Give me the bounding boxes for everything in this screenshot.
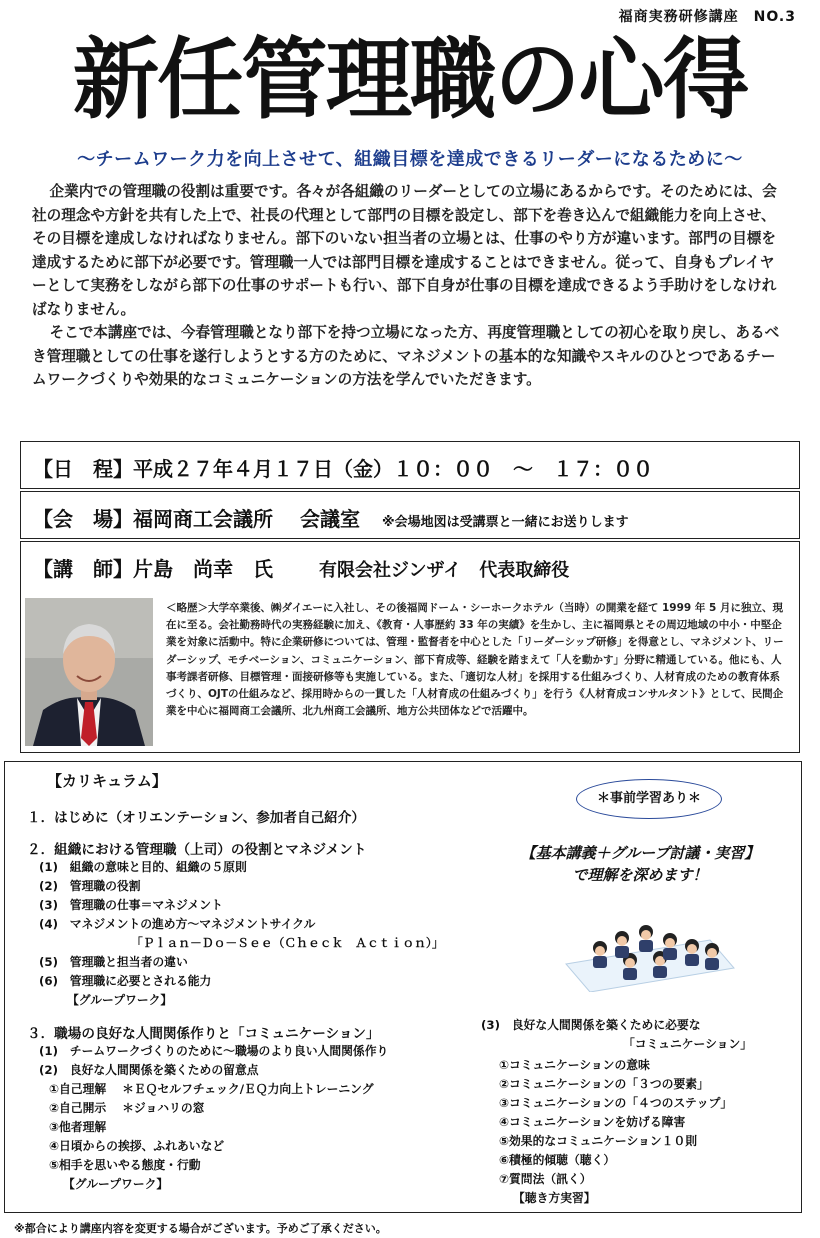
promo-text: [460, 842, 820, 886]
pre-study-badge: ＊事前学習あり＊: [576, 779, 722, 819]
sec3-group-work: 【グループワーク】: [63, 1177, 169, 1191]
promo-line-1: 【基本講義＋グループ討議・実習】: [520, 844, 760, 862]
venue-value: 福岡商工会議所 会議室: [133, 507, 360, 531]
intro-paragraph-1: 企業内での管理職の役割は重要です。各々が各組織のリーダーとしての立場にあるからです。そのためには、会社の理念や方針を共有した上で、社長の代理として部門の目標を設定し、部下を巻き込んで組織能力を向上させ、その目標を達成しなければなりません。部下のいない担当者の立場とは、仕事のやり方が違います。部門の目標を達成するために部下が必要です。管理職一人では部門目標を達成することはできません。従って、自身もプレイヤーとして実務をしながら部下の仕事のサポートも行い、部下自身が仕事の目標を達成できるよう手助けをしなければなりません。: [32, 183, 777, 318]
sec3-item: ③他者理解: [49, 1120, 107, 1134]
promo-line-2: で理解を深めます！: [572, 866, 708, 884]
lecturer-org: 有限会社ジンザイ 代表取締役: [319, 560, 570, 581]
sec3b-title: (3) 良好な人間関係を築くために必要な: [481, 1018, 701, 1032]
lecturer-label: 【講 師】: [33, 557, 133, 581]
lecturer-box: [20, 541, 800, 753]
footer-note: ※都合により講座内容を変更する場合がございます。予めご了承ください。: [14, 1222, 387, 1235]
sec2-item: (4) マネジメントの進め方～マネジメントサイクル: [39, 917, 316, 931]
sec3b-item: ②コミュニケーションの「３つの要素」: [499, 1077, 709, 1091]
sec2-item: (6) 管理職に必要とされる能力: [39, 974, 212, 988]
sec2-group-work: 【グループワーク】: [67, 993, 173, 1007]
sec3-item: (2) 良好な人間関係を築くための留意点: [39, 1063, 259, 1077]
sec2-item: (3) 管理職の仕事＝マネジメント: [39, 898, 223, 912]
sec2-item: 「Ｐｌａｎ－Ｄｏ－Ｓｅｅ（Ｃｈｅｃｋ Ａｃｔｉｏｎ）」: [131, 936, 444, 950]
lecturer-name: 片島 尚幸 氏: [133, 557, 273, 581]
page-title: 新任管理職の心得: [72, 28, 748, 131]
sec3-item: ④日頃からの挨拶、ふれあいなど: [49, 1139, 225, 1153]
lecturer-photo: [25, 598, 153, 746]
sec2-item: (2) 管理職の役割: [39, 879, 141, 893]
venue-label: 【会 場】: [33, 507, 133, 531]
venue-note: ※会場地図は受講票と一緒にお送りします: [381, 515, 629, 530]
schedule-label: 【日 程】: [33, 457, 133, 481]
lecturer-bio: ＜略歴＞大学卒業後、㈱ダイエーに入社し、その後福岡ドーム・シーホークホテル（当時）の開業を経て 1999 年 5 月に独立、現在に至る。会社勤務時代の実務経験に加え、《教育・人事歴約 33 年の実績》を生かし、主に福岡県とその周辺地域の中小・中堅企業を対象に活動中。特に企業研修については、管理・監督者を中心とした「リーダーシップ研修」を得意とし、マネジメント、リーダーシップ、モチベーション、コミュニケーション、部下育成等、経験を踏まえて「人を動かす」分野に精通している。他にも、人事考課者研修、目標管理・面接研修等も実施している。また、「適切な人材」を採用する仕組みづくり、人材育成のための教育体系づくり、OJTの仕組みなど、採用時からの一貫した「人材育成の仕組みづくり」を行う《人材育成コンサルタント》として、民間企業を中心に福岡商工会議所、北九州商工会議所、地方公共団体などで活躍中。: [166, 602, 784, 718]
venue-box: [20, 491, 800, 539]
sec3-item: ①自己理解 ＊ＥＱセルフチェック/ＥＱ力向上トレーニング: [49, 1082, 374, 1096]
schedule-box: [20, 441, 800, 489]
curriculum-section-1: １．はじめに（オリエンテーション、参加者自己紹介）: [27, 810, 365, 826]
intro-text: [32, 180, 788, 392]
schedule-value: 平成２７年４月１７日（金）１０：００ ～ １７：００: [133, 457, 653, 481]
sec3b-item: ④コミュニケーションを妨げる障害: [499, 1115, 686, 1129]
sec3-item: ②自己開示 ＊ジョハリの窓: [49, 1101, 205, 1115]
group-discussion-illustration: [560, 910, 740, 992]
sec3b-item: ⑦質問法（訊く）: [499, 1172, 592, 1186]
curriculum-heading: 【カリキュラム】: [47, 772, 167, 790]
sec3b-listening-practice: 【聴き方実習】: [513, 1191, 596, 1205]
sec2-item: (5) 管理職と担当者の違い: [39, 955, 188, 969]
intro-paragraph-2: そこで本講座では、今春管理職となり部下を持つ立場になった方、再度管理職としての初心を取り戻し、あるべき管理職としての仕事を遂行しようとする方のために、マネジメントの基本的な知識やスキルのひとつであるチームワークづくりや効果的なコミュニケーションの方法を学んでいただきます。: [32, 324, 780, 388]
sec3-item: ⑤相手を思いやる態度・行動: [49, 1158, 201, 1172]
sec2-item: (1) 組織の意味と目的、組織の５原則: [39, 860, 247, 874]
page-subtitle: ～チームワーク力を向上させて、組織目標を達成できるリーダーになるために～: [77, 149, 743, 170]
sec3b-item: ③コミュニケーションの「４つのステップ」: [499, 1096, 733, 1110]
sec3b-item: ①コミュニケーションの意味: [499, 1058, 650, 1072]
curriculum-section-2: ２．組織における管理職（上司）の役割とマネジメント: [27, 842, 367, 858]
sec3b-item: ⑤効果的なコミュニケーション１０則: [499, 1134, 698, 1148]
sec3-item: (1) チームワークづくりのために～職場のより良い人間関係作り: [39, 1044, 389, 1058]
series-label: 福商実務研修講座 NO.3: [618, 9, 796, 25]
curriculum-section-3: ３．職場の良好な人間関係作りと「コミュニケーション」: [27, 1026, 380, 1042]
sec3b-item: ⑥積極的傾聴（聴く）: [499, 1153, 616, 1167]
sec3b-title-cont: 「コミュニケーション」: [623, 1037, 753, 1051]
